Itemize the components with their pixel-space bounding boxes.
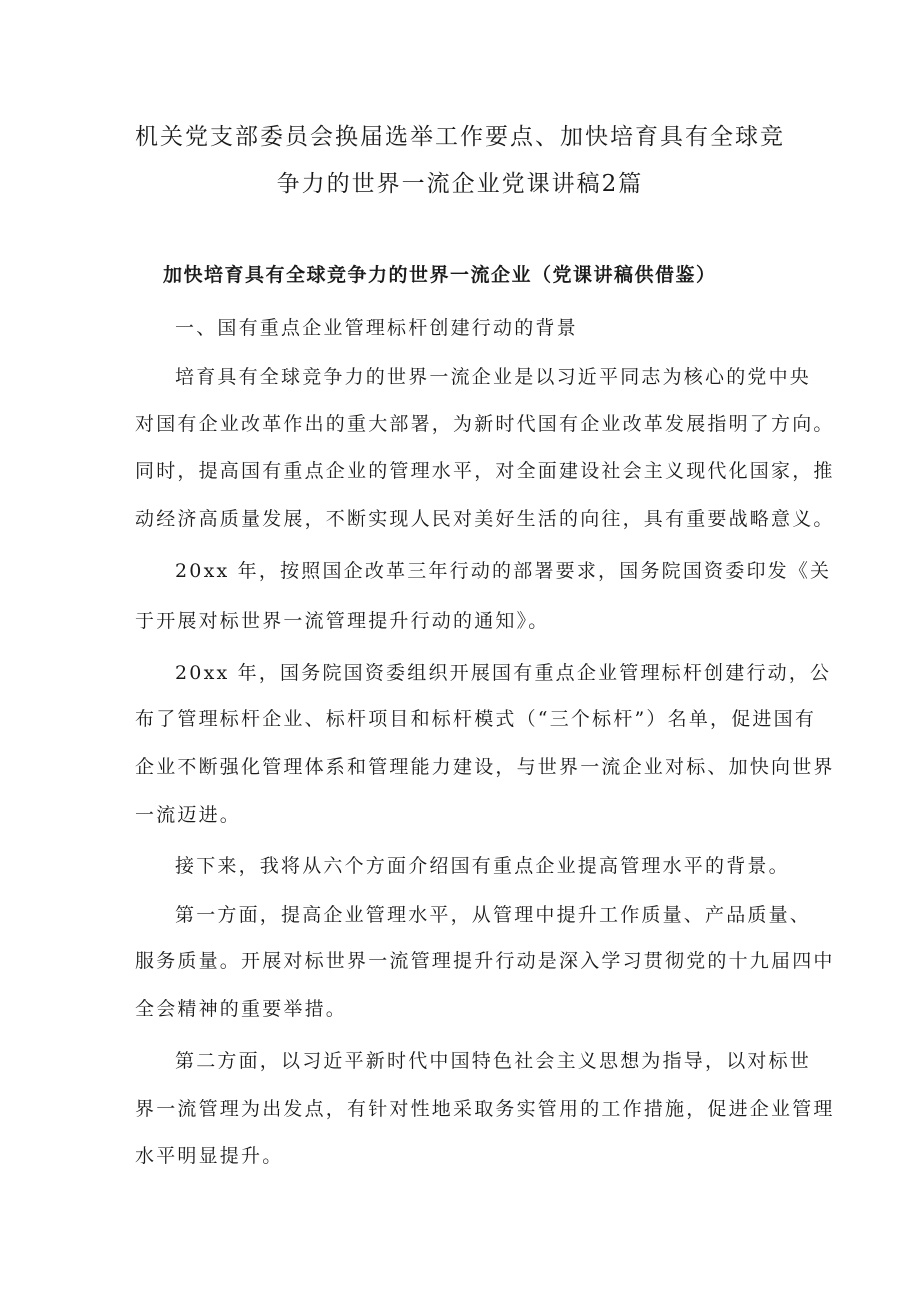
paragraph-line: 界一流管理为出发点，有针对性地采取务实管用的工作措施，促进企业管理 <box>135 1098 835 1120</box>
paragraph-line: 全会精神的重要举措。 <box>135 998 348 1020</box>
paragraph-line: 同时，提高国有重点企业的管理水平，对全面建设社会主义现代化国家，推 <box>135 460 835 482</box>
section-heading: 一、国有重点企业管理标杆创建行动的背景 <box>175 317 578 339</box>
paragraph-line: 水平明显提升。 <box>135 1145 284 1167</box>
paragraph-line: 20xx 年，国务院国资委组织开展国有重点企业管理标杆创建行动，公 <box>175 662 832 684</box>
paragraph-line: 企业不断强化管理体系和管理能力建设，与世界一流企业对标、加快向世界 <box>135 756 835 778</box>
paragraph-line: 动经济高质量发展，不断实现人民对美好生活的向往，具有重要战略意义。 <box>135 508 835 530</box>
paragraph-line: 服务质量。开展对标世界一流管理提升行动是深入学习贯彻党的十九届四中 <box>135 950 835 972</box>
paragraph-line: 培育具有全球竞争力的世界一流企业是以习近平同志为核心的党中央 <box>175 366 812 388</box>
paragraph-line: 一流迈进。 <box>135 804 242 826</box>
document-title-line-1: 机关党支部委员会换届选举工作要点、加快培育具有全球竞 <box>135 124 785 150</box>
paragraph-line: 20xx 年，按照国企改革三年行动的部署要求，国务院国资委印发《关 <box>175 560 832 582</box>
document-title-line-2: 争力的世界一流企业党课讲稿2篇 <box>276 171 644 197</box>
document-subtitle: 加快培育具有全球竞争力的世界一流企业（党课讲稿供借鉴） <box>163 264 717 286</box>
paragraph-line: 于开展对标世界一流管理提升行动的通知》。 <box>135 610 550 632</box>
paragraph-line: 布了管理标杆企业、标杆项目和标杆模式（“三个标杆”）名单，促进国有 <box>135 708 817 730</box>
paragraph-line: 第二方面，以习近平新时代中国特色社会主义思想为指导，以对标世 <box>175 1050 812 1072</box>
paragraph-line: 接下来，我将从六个方面介绍国有重点企业提高管理水平的背景。 <box>175 855 790 877</box>
paragraph-line: 对国有企业改革作出的重大部署，为新时代国有企业改革发展指明了方向。 <box>135 413 835 435</box>
paragraph-line: 第一方面，提高企业管理水平，从管理中提升工作质量、产品质量、 <box>175 904 812 926</box>
